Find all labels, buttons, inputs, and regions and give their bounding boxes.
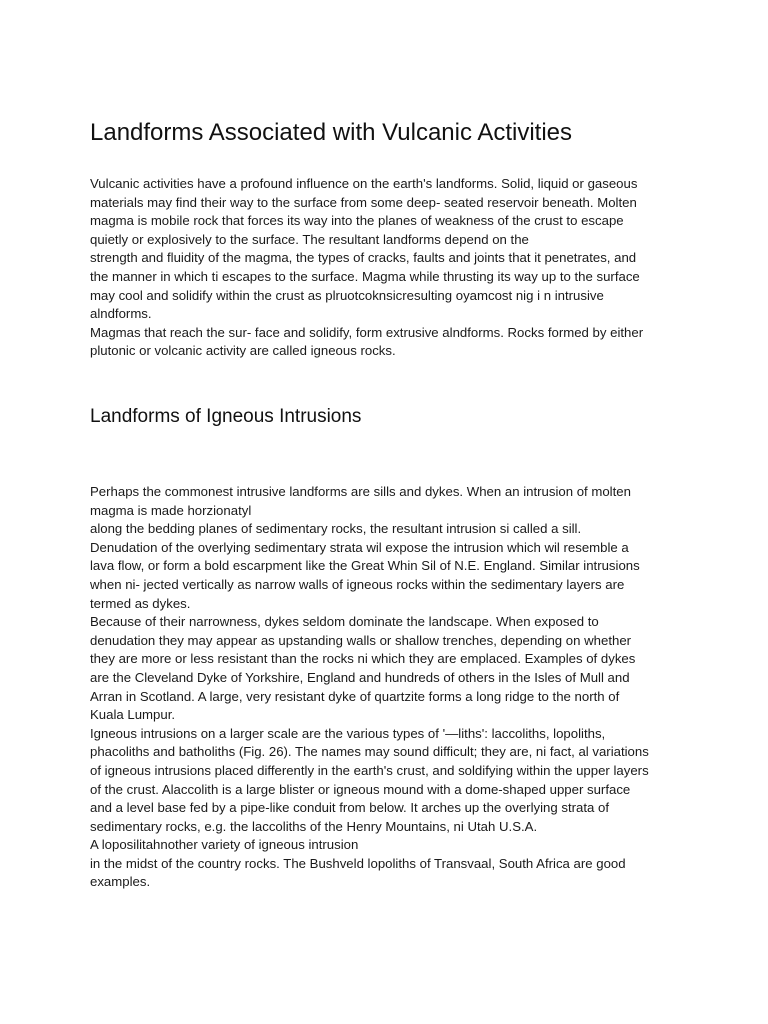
text-line: examples. [90,874,151,890]
text-line: Denudation of the overlying sedimentary strata wil expose the intrusion which wil resemble a [90,539,629,555]
text-line: when ni- jected vertically as narrow walls of igneous rocks within the sedimentary layers are [90,576,625,592]
text-line: Because of their narrowness, dykes seldom dominate the landscape. When exposed to [90,614,599,630]
text-line: denudation they may appear as upstanding walls or shallow trenches, depending on whether [90,632,632,648]
text-line: they are more or less resistant than the rocks ni which they are emplaced. Examples of dykes [90,651,636,667]
text-line: Vulcanic activities have a profound influence on the earth's landforms. Solid, liquid or gaseous [90,176,638,191]
intro-paragraph [90,175,643,361]
body-paragraph [90,483,649,892]
text-line: phacoliths and batholiths (Fig. 26). The names may sound difficult; they are, ni fact, al variations [90,744,649,760]
text-line: along the bedding planes of sedimentary rocks, the resultant intrusion si called a sill. [90,521,582,537]
text-line: Perhaps the commonest intrusive landforms are sills and dykes. When an intrusion of molten [90,484,631,499]
text-line: are the Cleveland Dyke of Yorkshire, England and hundreds of others in the Isles of Mull and [90,669,630,685]
text-line: may cool and solidify within the crust as plruotcoknsicresulting oyamcost nig i n intrusive [90,287,604,303]
text-line: in the midst of the country rocks. The Bushveld lopoliths of Transvaal, South Africa are good [90,855,626,871]
section-heading: Landforms of Igneous Intrusions [90,406,362,427]
text-line: quietly or explosively to the surface. The resultant landforms depend on the [90,231,529,247]
text-line: magma is made horzionatyl [90,502,252,518]
text-line: of igneous intrusions placed differently in the earth's crust, and soldifying within the upper layers [90,762,649,778]
text-line: Igneous intrusions on a larger scale are the various types of '—liths': laccoliths, lopoliths, [90,725,606,741]
text-line: termed as dykes. [90,595,191,611]
text-line: plutonic or volcanic activity are called igneous rocks. [90,343,396,359]
page-title: Landforms Associated with Vulcanic Activities [90,119,573,146]
text-line: alndforms. [90,306,152,322]
text-line: A loposilitahnother variety of igneous intrusion [90,837,359,853]
text-line: sedimentary rocks, e.g. the laccoliths of the Henry Mountains, ni Utah U.S.A. [90,818,538,834]
text-line: the manner in which ti escapes to the surface. Magma while thrusting its way up to the surface [90,268,640,284]
text-line: materials may find their way to the surface from some deep- seated reservoir beneath. Molten [90,194,637,210]
text-line: Magmas that reach the sur- face and solidify, form extrusive alndforms. Rocks formed by either [90,324,644,340]
text-line: lava flow, or form a bold escarpment like the Great Whin Sil of N.E. England. Similar intrusions [90,558,640,574]
text-line: strength and fluidity of the magma, the types of cracks, faults and joints that it penetrates, and [90,250,637,266]
text-line: magma is mobile rock that forces its way into the planes of weakness of the crust to escape [90,213,624,229]
text-line: and a level base fed by a pipe-like conduit from below. It arches up the overlying strata of [90,800,610,816]
text-line: Arran in Scotland. A large, very resistant dyke of quartzite forms a long ridge to the north of [90,688,620,704]
text-line: Kuala Lumpur. [90,707,176,723]
text-line: of the crust. Alaccolith is a large blister or igneous mound with a dome-shaped upper surface [90,781,631,797]
